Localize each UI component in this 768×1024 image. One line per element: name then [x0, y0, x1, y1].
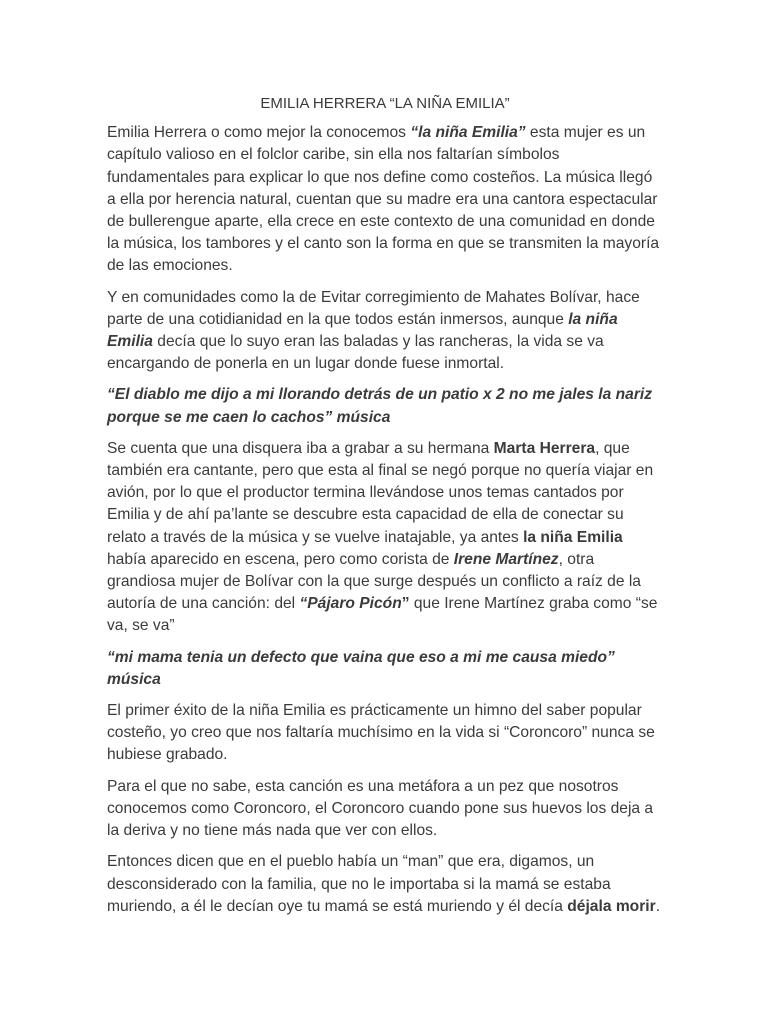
- paragraph-metaphor: Para el que no sabe, esta canción es una metáfora a un pez que nosotros conocemos como Coroncoro, el Coroncoro cuando pone sus huevos los deja a la deriva y no tiene más nada que ver con ellos.: [107, 777, 654, 840]
- paragraph-record-label: [107, 438, 663, 638]
- song-quote-2: “mi mama tenia un defecto que vaina que eso a mi me causa miedo” música: [107, 648, 615, 688]
- paragraph-record-text-e: había aparecido en escena, pero como corista de: [107, 550, 454, 568]
- paragraph-story: [107, 851, 663, 918]
- paragraph-record-nickname: la niña Emilia: [523, 528, 623, 546]
- paragraph-community: [107, 287, 663, 376]
- paragraph-record-text-g: , otra grandiosa mujer de Bolívar con la que surge después un conflicto a raíz de la autoría de una canción: del: [107, 550, 641, 613]
- paragraph-first-hit: El primer éxito de la niña Emilia es prácticamente un himno del saber popular costeño, yo creo que nos faltaría muchísimo en la vida si “Coroncoro” nunca se hubiese grabado.: [107, 702, 655, 764]
- paragraph-community-nickname: la niña Emilia: [107, 310, 618, 351]
- paragraph-community-text-c: decía que lo suyo eran las baladas y las rancheras, la vida se va encargando de ponerla en un lugar donde fuese inmortal.: [107, 333, 604, 373]
- paragraph-intro: [107, 122, 663, 277]
- sister-name: Marta Herrera: [493, 439, 596, 457]
- paragraph-intro-text-a: Emilia Herrera o como mejor la conocemos: [107, 124, 411, 142]
- phrase-dejala-morir: déjala morir: [567, 897, 656, 915]
- irene-martinez-name: Irene Martínez: [453, 550, 559, 568]
- song-title-pajaro-picon: “Pájaro Picón: [299, 595, 402, 613]
- paragraph-record-text-j: que Irene Martínez graba como “se va, se va”: [107, 595, 658, 635]
- paragraph-record-text-a: Se cuenta que una disquera iba a grabar a su hermana: [107, 439, 494, 457]
- paragraph-story-text-c: .: [655, 897, 661, 915]
- song-title-closing-quote: ”: [401, 595, 410, 613]
- song-quote-1: “El diablo me dijo a mi llorando detrás de un patio x 2 no me jales la nariz porque se me caen lo cachos” música: [107, 386, 653, 426]
- document-title: EMILIA HERRERA “LA NIÑA EMILIA”: [260, 95, 510, 112]
- paragraph-story-text-a: Entonces dicen que en el pueblo había un “man” que era, digamos, un desconsiderado con la familia, que no le importaba si la mamá se estaba muriendo, a él le decían oye tu mamá se está muriendo y él decía: [107, 853, 611, 915]
- paragraph-intro-text-c: esta mujer es un capítulo valioso en el folclor caribe, sin ella nos faltarían símbolos fundamentales para explicar lo que nos define como costeños. La música llegó a ella por herencia natural, cuentan que su madre era una cantora espectacular de bullerengue aparte, ella crece en este contexto de una comunidad en donde la música, los tambores y el canto son la forma en que se transmiten la mayoría de las emociones.: [107, 124, 660, 275]
- document-page: [107, 93, 663, 927]
- paragraph-community-text-a: Y en comunidades como la de Evitar corregimiento de Mahates Bolívar, hace parte de una cotidianidad en la que todos están inmersos, aunque: [107, 288, 640, 328]
- paragraph-record-text-c: , que también era cantante, pero que esta al final se negó porque no quería viajar en avión, por lo que el productor termina llevándose unos temas cantados por Emilia y de ahí pa’lante se descubre esta capacidad de ella de conectar su relato a través de la música y se vuelve inatajable, ya antes: [107, 439, 654, 546]
- paragraph-intro-nickname: “la niña Emilia”: [410, 124, 526, 142]
